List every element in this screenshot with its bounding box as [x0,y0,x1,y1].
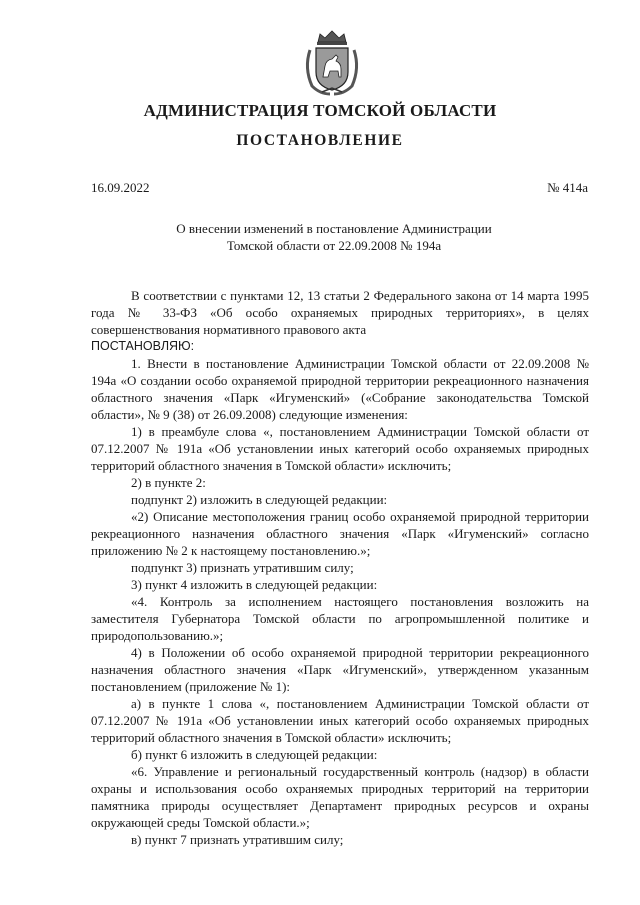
subject-line: Томской области от 22.09.2008 № 194а [226,238,442,253]
resolution-keyword: ПОСТАНОВЛЯЮ: [91,339,195,353]
document-body [91,287,589,848]
subject-line: О внесении изменений в постановление Администрации [176,221,492,236]
paragraph: подпункт 2) изложить в следующей редакции: [131,492,388,507]
paragraph: 1) в преамбуле слова «, постановлением Администрации Томской области от 07.12.2007 № 191а «Об установлении иных категорий особо охраняемых природных территорий областного значения в Томской области» исключить; [91,424,589,473]
paragraph: подпункт 3) признать утратившим силу; [131,560,354,575]
document-subject [100,220,568,254]
tomsk-coat-of-arms-icon [302,28,362,96]
document-date: 16.09.2022 [91,180,150,195]
paragraph: б) пункт 6 изложить в следующей редакции: [131,747,378,762]
paragraph: 3) пункт 4 изложить в следующей редакции: [131,577,378,592]
paragraph: 4) в Положении об особо охраняемой природной территории рекреационного назначения областного значения «Парк «Игуменский», утвержденном указанным постановлением (приложение № 1): [91,645,589,694]
paragraph: «2) Описание местоположения границ особо охраняемой природной территории рекреационного назначения областного значения «Парк «Игуменский» согласно приложению № 2 к настоящему постановлению.»; [91,509,589,558]
paragraph: «6. Управление и региональный государственный контроль (надзор) в области охраны и использования особо охраняемых природных территорий на территории памятника природы осуществляет Департамент природных ресурсов и охраны окружающей среды Томской области.»; [91,764,589,830]
organization-title: АДМИНИСТРАЦИЯ ТОМСКОЙ ОБЛАСТИ [143,101,497,120]
document-type: ПОСТАНОВЛЕНИЕ [236,132,404,149]
paragraph: в) пункт 7 признать утратившим силу; [131,832,344,847]
document-number: № 414а [547,180,588,195]
paragraph: а) в пункте 1 слова «, постановлением Администрации Томской области от 07.12.2007 № 191а «Об установлении иных категорий особо охраняемых природных территорий областного значения в Томской области» исключить; [91,696,589,745]
paragraph: 2) в пункте 2: [131,475,206,490]
paragraph: «4. Контроль за исполнением настоящего постановления возложить на заместителя Губернатора Томской области по агропромышленной политике и природопользованию.»; [91,594,589,643]
paragraph: 1. Внести в постановление Администрации Томской области от 22.09.2008 № 194а «О создании особо охраняемой природной территории рекреационного назначения областного значения «Парк «Игуменский» («Собрание законодательства Томской области», № 9 (38) от 26.09.2008) следующие изменения: [91,356,589,422]
paragraph: В соответствии с пунктами 12, 13 статьи 2 Федерального закона от 14 марта 1995 года № 33-ФЗ «Об особо охраняемых природных территориях», в целях совершенствования нормативного правового акта [91,288,589,337]
